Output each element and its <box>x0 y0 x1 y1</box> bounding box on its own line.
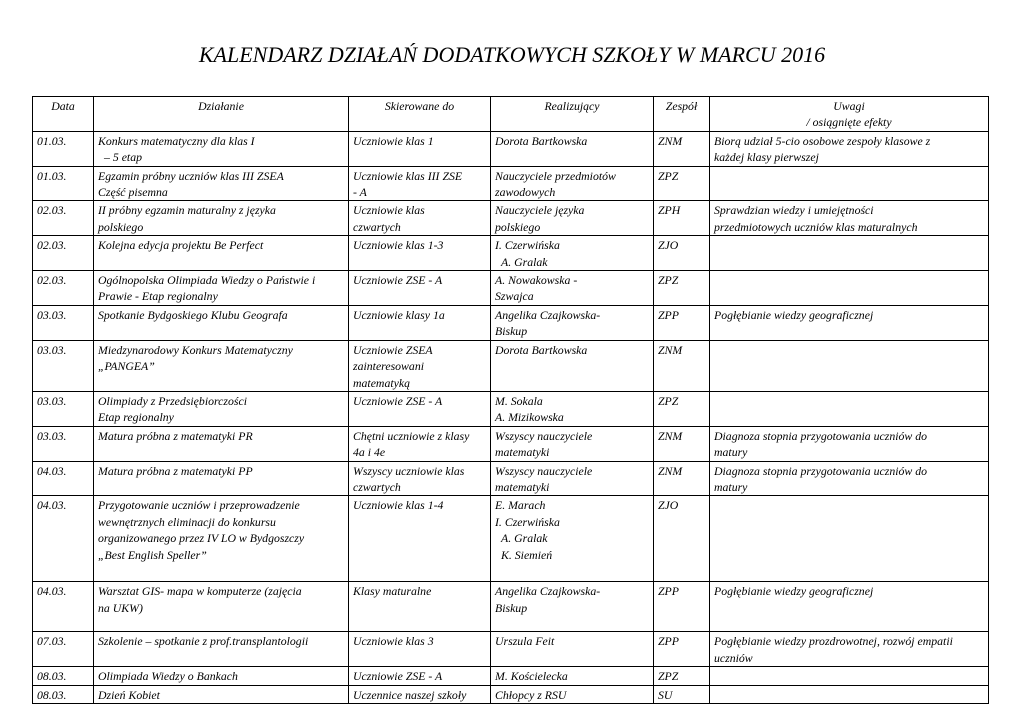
cell-action-line: Miedzynarodowy Konkurs Matematyczny <box>98 342 293 357</box>
calendar-table <box>32 96 989 704</box>
cell-target-line: Uczniowie klas 1-3 <box>353 238 444 253</box>
cell-notes-line: Diagnoza stopnia przygotowania uczniów do <box>714 428 928 443</box>
cell-realizujacy-line: A. Nowakowska - <box>495 273 578 288</box>
cell-action <box>94 166 349 201</box>
cell-notes <box>710 391 989 426</box>
cell-notes-line: Pogłębianie wiedzy geograficznej <box>714 584 874 599</box>
cell-team-text: ZNM <box>658 133 683 148</box>
cell-action-line: Matura próbna z matematyki PP <box>98 463 253 478</box>
cell-realizujacy-line: Angelika Czajkowska- <box>495 307 601 322</box>
cell-date-text: 03.03. <box>37 428 67 443</box>
cell-action <box>94 201 349 236</box>
cell-date-text: 04.03. <box>37 463 67 478</box>
cell-realizujacy-line: matematyki <box>495 445 550 460</box>
cell-date <box>33 426 94 461</box>
cell-date <box>33 461 94 496</box>
cell-team-text: SU <box>658 687 673 702</box>
cell-realizujacy-line: A. Mizikowska <box>495 410 564 425</box>
cell-realizujacy <box>491 496 654 582</box>
cell-realizujacy-line: zawodowych <box>495 185 556 200</box>
cell-realizujacy-line: Wszyscy nauczyciele <box>495 463 593 478</box>
cell-date-text: 04.03. <box>37 498 67 513</box>
cell-target-line: - A <box>353 185 367 200</box>
cell-date <box>33 685 94 703</box>
cell-target-line: Uczniowie ZSE - A <box>353 669 443 684</box>
cell-team <box>654 461 710 496</box>
cell-realizujacy-line: Nauczyciele przedmiotów <box>495 168 616 183</box>
cell-notes-line: uczniów <box>714 650 753 665</box>
cell-team-text: ZNM <box>658 463 683 478</box>
cell-realizujacy-line: E. Marach <box>495 498 546 513</box>
cell-date <box>33 632 94 667</box>
cell-action-line: „Best English Speller” <box>98 547 207 562</box>
cell-date-text: 01.03. <box>37 133 67 148</box>
header-data <box>33 97 94 132</box>
cell-date-text: 01.03. <box>37 168 67 183</box>
cell-target <box>349 496 491 582</box>
cell-target-line: czwartych <box>353 219 401 234</box>
cell-team-text: ZPP <box>658 634 679 649</box>
cell-date-text: 03.03. <box>37 393 67 408</box>
cell-target-line: Uczennice naszej szkoły <box>353 687 467 702</box>
document-title: KALENDARZ DZIAŁAŃ DODATKOWYCH SZKOŁY W MARCU 2016 <box>198 42 826 67</box>
cell-team <box>654 582 710 632</box>
cell-notes <box>710 632 989 667</box>
cell-realizujacy-line: Szwajca <box>495 289 534 304</box>
table-row <box>33 426 989 461</box>
cell-date <box>33 582 94 632</box>
cell-target <box>349 426 491 461</box>
cell-realizujacy-line: Chłopcy z RSU <box>495 687 567 702</box>
cell-action-line: Egzamin próbny uczniów klas III ZSEA <box>98 168 284 183</box>
cell-realizujacy-line: Biskup <box>495 600 528 615</box>
cell-target-line: 4a i 4e <box>353 445 386 460</box>
column-header-label: Realizujący <box>544 99 600 113</box>
cell-realizujacy-line: Angelika Czajkowska- <box>495 584 601 599</box>
cell-date-text: 04.03. <box>37 584 67 599</box>
cell-realizujacy-line: Urszula Feit <box>495 634 555 649</box>
cell-action-line: Część pisemna <box>98 185 168 200</box>
cell-realizujacy-line: A. Gralak <box>501 254 548 269</box>
cell-realizujacy <box>491 201 654 236</box>
table-row <box>33 131 989 166</box>
cell-realizujacy <box>491 271 654 306</box>
cell-action-line: Matura próbna z matematyki PR <box>98 428 253 443</box>
cell-date-text: 02.03. <box>37 238 67 253</box>
cell-action <box>94 271 349 306</box>
cell-realizujacy <box>491 236 654 271</box>
cell-notes <box>710 461 989 496</box>
cell-date <box>33 391 94 426</box>
cell-team-text: ZPH <box>658 203 681 218</box>
cell-realizujacy-line: Biskup <box>495 324 528 339</box>
cell-notes-line: każdej klasy pierwszej <box>714 150 819 165</box>
cell-target <box>349 632 491 667</box>
cell-realizujacy-line: Wszyscy nauczyciele <box>495 428 593 443</box>
cell-date <box>33 496 94 582</box>
cell-date-text: 02.03. <box>37 273 67 288</box>
cell-date <box>33 201 94 236</box>
cell-target-line: Uczniowie klas 1 <box>353 133 434 148</box>
cell-team <box>654 236 710 271</box>
cell-realizujacy <box>491 582 654 632</box>
column-header-label: Zespół <box>665 99 698 113</box>
cell-team-text: ZJO <box>658 498 679 513</box>
cell-action <box>94 582 349 632</box>
cell-team <box>654 340 710 391</box>
cell-date-text: 08.03. <box>37 687 67 702</box>
cell-action-line: organizowanego przez IV LO w Bydgoszczy <box>98 531 305 546</box>
cell-realizujacy <box>491 305 654 340</box>
cell-team <box>654 305 710 340</box>
table-row <box>33 340 989 391</box>
cell-date <box>33 236 94 271</box>
cell-target <box>349 667 491 685</box>
cell-realizujacy <box>491 667 654 685</box>
cell-action-line: II próbny egzamin maturalny z języka <box>98 203 276 218</box>
cell-action-line: Spotkanie Bydgoskiego Klubu Geografa <box>98 307 288 322</box>
cell-realizujacy-line: I. Czerwińska <box>495 514 560 529</box>
cell-action <box>94 340 349 391</box>
cell-notes <box>710 166 989 201</box>
table-row <box>33 582 989 632</box>
cell-realizujacy-line: Dorota Bartkowska <box>495 133 588 148</box>
cell-action <box>94 131 349 166</box>
table-row <box>33 632 989 667</box>
cell-team-text: ZPZ <box>658 393 679 408</box>
cell-date <box>33 271 94 306</box>
header-uwagi <box>710 97 989 132</box>
cell-realizujacy-line: M. Kościelecka <box>495 669 568 684</box>
cell-action <box>94 632 349 667</box>
column-header-label: / osiągnięte efekty <box>806 115 892 130</box>
cell-target-line: Uczniowie ZSEA <box>353 342 433 357</box>
cell-action <box>94 305 349 340</box>
cell-target-line: czwartych <box>353 479 401 494</box>
cell-notes-line: przedmiotowych uczniów klas maturalnych <box>714 219 918 234</box>
table-row <box>33 201 989 236</box>
cell-realizujacy <box>491 166 654 201</box>
cell-target <box>349 201 491 236</box>
cell-team <box>654 201 710 236</box>
table-body <box>33 131 989 703</box>
cell-target-line: Uczniowie ZSE - A <box>353 273 443 288</box>
cell-action-line: „PANGEA” <box>98 359 155 374</box>
cell-target <box>349 582 491 632</box>
cell-action-line: polskiego <box>98 219 144 234</box>
cell-action-line: – 5 etap <box>104 150 143 165</box>
cell-action-line: Szkolenie – spotkanie z prof.transplantologii <box>98 634 309 649</box>
table-row <box>33 305 989 340</box>
cell-target-line: Wszyscy uczniowie klas <box>353 463 465 478</box>
cell-action-line: Ogólnopolska Olimpiada Wiedzy o Państwie i <box>98 273 316 288</box>
table-header-row <box>33 97 989 132</box>
table-row <box>33 271 989 306</box>
cell-realizujacy-line: Dorota Bartkowska <box>495 342 588 357</box>
cell-notes <box>710 236 989 271</box>
cell-target <box>349 271 491 306</box>
cell-realizujacy <box>491 340 654 391</box>
cell-date-text: 03.03. <box>37 342 67 357</box>
cell-target <box>349 131 491 166</box>
cell-date <box>33 305 94 340</box>
table-row <box>33 236 989 271</box>
table-row <box>33 685 989 703</box>
cell-realizujacy <box>491 426 654 461</box>
cell-team-text: ZNM <box>658 428 683 443</box>
cell-notes <box>710 582 989 632</box>
cell-notes <box>710 685 989 703</box>
cell-date-text: 03.03. <box>37 307 67 322</box>
cell-realizujacy-line: Nauczyciele języka <box>495 203 585 218</box>
column-header-label: Uwagi <box>833 99 865 113</box>
cell-action <box>94 426 349 461</box>
cell-target <box>349 305 491 340</box>
cell-target-line: Uczniowie klas <box>353 203 425 218</box>
cell-realizujacy <box>491 131 654 166</box>
cell-target-line: Klasy maturalne <box>353 584 432 599</box>
cell-target-line: zainteresowani <box>353 359 425 374</box>
cell-notes <box>710 131 989 166</box>
cell-action-line: Prawie - Etap regionalny <box>98 289 218 304</box>
header-skierowane <box>349 97 491 132</box>
cell-target <box>349 340 491 391</box>
table-row <box>33 667 989 685</box>
cell-date-text: 08.03. <box>37 669 67 684</box>
cell-realizujacy <box>491 461 654 496</box>
cell-team-text: ZPP <box>658 307 679 322</box>
cell-date-text: 07.03. <box>37 634 67 649</box>
cell-notes <box>710 340 989 391</box>
cell-team <box>654 496 710 582</box>
cell-target-line: Uczniowie klas 3 <box>353 634 434 649</box>
cell-team <box>654 685 710 703</box>
cell-action-line: Dzień Kobiet <box>98 687 160 702</box>
cell-action <box>94 496 349 582</box>
cell-notes <box>710 201 989 236</box>
cell-team <box>654 391 710 426</box>
table-row <box>33 391 989 426</box>
cell-action-line: Etap regionalny <box>98 410 174 425</box>
cell-date <box>33 166 94 201</box>
cell-notes-line: Pogłębianie wiedzy geograficznej <box>714 307 874 322</box>
header-dzialanie <box>94 97 349 132</box>
cell-notes <box>710 496 989 582</box>
cell-date <box>33 667 94 685</box>
cell-notes <box>710 667 989 685</box>
cell-team <box>654 426 710 461</box>
cell-action-line: wewnętrznych eliminacji do konkursu <box>98 514 276 529</box>
cell-action <box>94 391 349 426</box>
cell-realizujacy-line: A. Gralak <box>501 531 548 546</box>
cell-notes-line: Diagnoza stopnia przygotowania uczniów do <box>714 463 928 478</box>
cell-action-line: Warsztat GIS- mapa w komputerze (zajęcia <box>98 584 302 599</box>
header-zespol <box>654 97 710 132</box>
cell-team-text: ZPZ <box>658 273 679 288</box>
cell-realizujacy-line: K. Siemień <box>501 547 553 562</box>
cell-realizujacy-line: I. Czerwińska <box>495 238 560 253</box>
cell-notes-line: Biorą udział 5-cio osobowe zespoły klasowe z <box>714 133 931 148</box>
cell-realizujacy <box>491 632 654 667</box>
cell-team-text: ZPZ <box>658 168 679 183</box>
cell-notes-line: Sprawdzian wiedzy i umiejętności <box>714 203 874 218</box>
cell-target <box>349 166 491 201</box>
table-row <box>33 461 989 496</box>
cell-team <box>654 271 710 306</box>
cell-target-line: Uczniowie klas III ZSE <box>353 168 463 183</box>
cell-team-text: ZJO <box>658 238 679 253</box>
cell-notes <box>710 305 989 340</box>
cell-notes-line: matury <box>714 445 748 460</box>
cell-action <box>94 236 349 271</box>
cell-action <box>94 461 349 496</box>
cell-realizujacy-line: M. Sokala <box>495 393 543 408</box>
cell-realizujacy-line: matematyki <box>495 479 550 494</box>
cell-date <box>33 131 94 166</box>
cell-realizujacy <box>491 685 654 703</box>
table-row <box>33 496 989 582</box>
cell-notes <box>710 271 989 306</box>
column-header-label: Skierowane do <box>384 99 455 113</box>
cell-team-text: ZPZ <box>658 669 679 684</box>
cell-target-line: Chętni uczniowie z klasy <box>353 428 470 443</box>
cell-action <box>94 685 349 703</box>
cell-notes <box>710 426 989 461</box>
cell-team-text: ZPP <box>658 584 679 599</box>
cell-target-line: Uczniowie klas 1-4 <box>353 498 444 513</box>
cell-target <box>349 391 491 426</box>
column-header-label: Działanie <box>198 99 244 113</box>
cell-action-line: Konkurs matematyczny dla klas I <box>98 133 255 148</box>
cell-notes-line: Pogłębianie wiedzy prozdrowotnej, rozwój empatii <box>714 634 953 649</box>
cell-action <box>94 667 349 685</box>
cell-target <box>349 461 491 496</box>
cell-team-text: ZNM <box>658 342 683 357</box>
header-realizujacy <box>491 97 654 132</box>
cell-action-line: Olimpiady z Przedsiębiorczości <box>98 393 247 408</box>
cell-target <box>349 685 491 703</box>
cell-date <box>33 340 94 391</box>
cell-target-line: Uczniowie klasy 1a <box>353 307 445 322</box>
cell-team <box>654 166 710 201</box>
column-header-label: Data <box>51 99 75 113</box>
cell-action-line: Olimpiada Wiedzy o Bankach <box>98 669 238 684</box>
cell-team <box>654 667 710 685</box>
cell-team <box>654 131 710 166</box>
cell-action-line: Kolejna edycja projektu Be Perfect <box>98 238 264 253</box>
cell-date-text: 02.03. <box>37 203 67 218</box>
cell-notes-line: matury <box>714 479 748 494</box>
cell-team <box>654 632 710 667</box>
cell-action-line: na UKW) <box>98 600 143 615</box>
cell-realizujacy-line: polskiego <box>495 219 541 234</box>
table-row <box>33 166 989 201</box>
cell-realizujacy <box>491 391 654 426</box>
cell-action-line: Przygotowanie uczniów i przeprowadzenie <box>98 498 300 513</box>
cell-target-line: Uczniowie ZSE - A <box>353 393 443 408</box>
cell-target <box>349 236 491 271</box>
cell-target-line: matematyką <box>353 375 410 390</box>
